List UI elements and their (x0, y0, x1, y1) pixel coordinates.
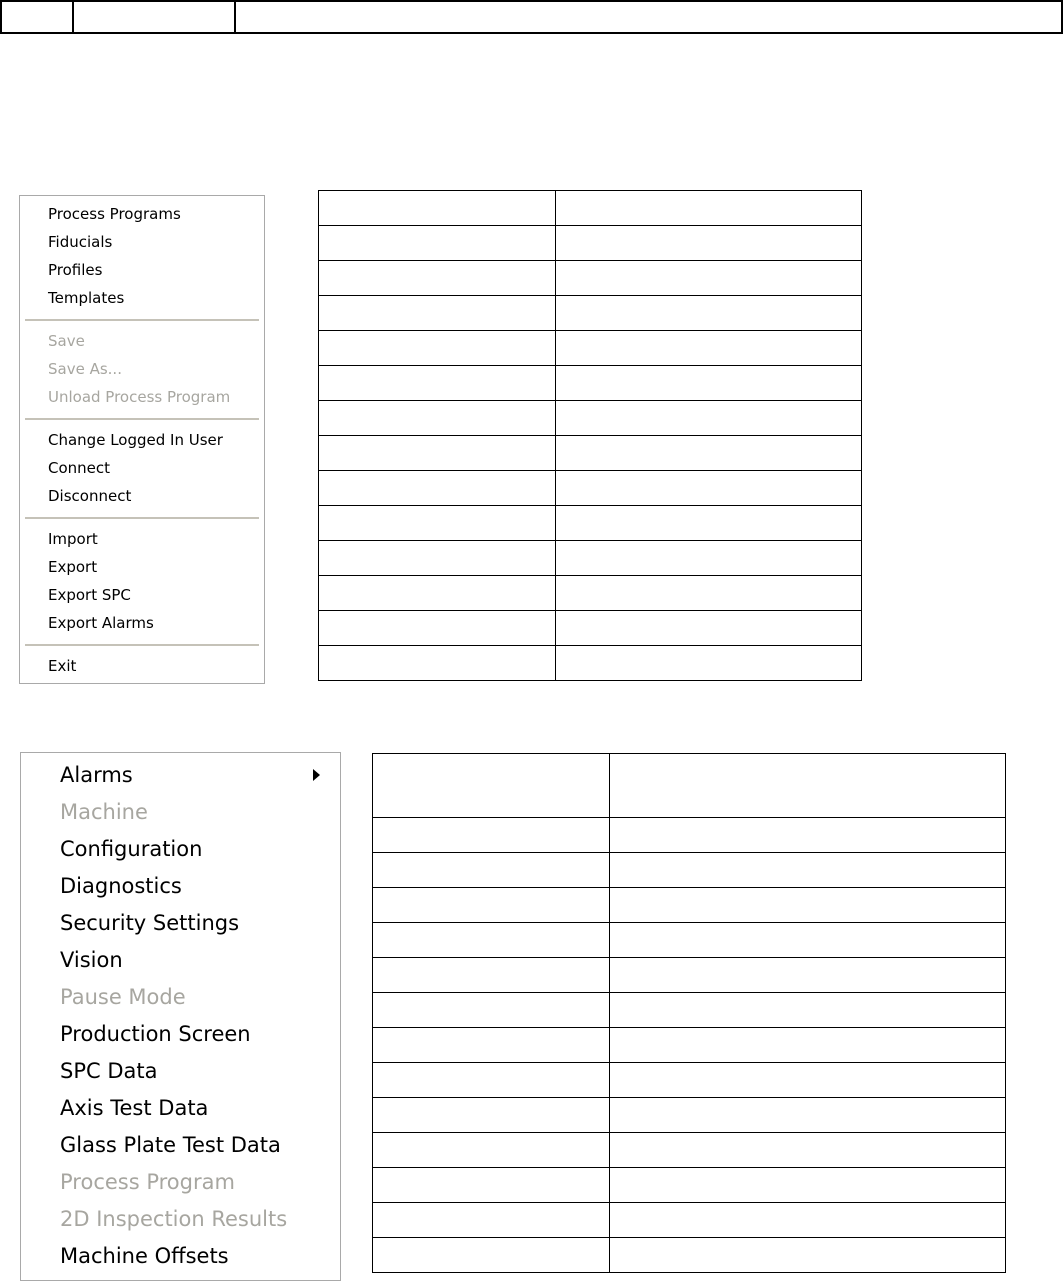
table-row (373, 1203, 1006, 1238)
table-row (319, 436, 862, 471)
table-cell (610, 1168, 1006, 1203)
file-menu-description-table (318, 190, 862, 681)
table-cell (319, 191, 556, 226)
table-row (373, 754, 1006, 818)
menu-item-production-screen[interactable]: Production Screen (60, 1022, 251, 1046)
table-cell (556, 646, 862, 681)
table-row (373, 818, 1006, 853)
table-cell (556, 471, 862, 506)
table-row (373, 1168, 1006, 1203)
table-row (319, 471, 862, 506)
table-cell (373, 993, 610, 1028)
menu-item-security-settings[interactable]: Security Settings (60, 911, 240, 935)
menu-item-profiles[interactable]: Profiles (48, 261, 103, 279)
menu-item-connect[interactable]: Connect (48, 459, 111, 477)
header-table (0, 0, 1063, 34)
table-row (319, 506, 862, 541)
table-cell (610, 853, 1006, 888)
table-row (319, 191, 862, 226)
table-cell (556, 296, 862, 331)
table-cell (373, 1028, 610, 1063)
menu-item-save: Save (48, 332, 85, 350)
table-row (373, 1133, 1006, 1168)
menu-item-machine-offsets[interactable]: Machine Offsets (60, 1244, 229, 1268)
menu-item-templates[interactable]: Templates (48, 289, 125, 307)
table-cell (373, 1238, 610, 1273)
table-cell (610, 818, 1006, 853)
menu-item-import[interactable]: Import (48, 530, 98, 548)
table-cell (610, 754, 1006, 818)
table-cell (373, 1168, 610, 1203)
menu-item-exit[interactable]: Exit (48, 657, 77, 675)
menu-item-spc-data[interactable]: SPC Data (60, 1059, 158, 1083)
table-cell (373, 1098, 610, 1133)
menu-item-pause-mode: Pause Mode (60, 985, 186, 1009)
menu-item-unload-process-program: Unload Process Program (48, 388, 231, 406)
table-row (373, 1063, 1006, 1098)
table-row (319, 366, 862, 401)
table-cell (319, 576, 556, 611)
table-cell (610, 993, 1006, 1028)
menu-item-process-programs[interactable]: Process Programs (48, 205, 181, 223)
table-row (319, 541, 862, 576)
table-row (373, 853, 1006, 888)
view-menu-description-table (372, 753, 1006, 1273)
menu-item-disconnect[interactable]: Disconnect (48, 487, 132, 505)
table-cell (319, 261, 556, 296)
menu-separator (25, 319, 259, 321)
menu-item-vision[interactable]: Vision (60, 948, 123, 972)
table-cell (610, 1238, 1006, 1273)
table-row (319, 576, 862, 611)
menu-item-fiducials[interactable]: Fiducials (48, 233, 113, 251)
menu-item-machine: Machine (60, 800, 148, 824)
menu-item-export-alarms[interactable]: Export Alarms (48, 614, 154, 632)
table-cell (373, 923, 610, 958)
menu-separator (25, 517, 259, 519)
table-cell (610, 1028, 1006, 1063)
table-row (373, 1028, 1006, 1063)
table-cell (373, 754, 610, 818)
menu-item-change-logged-in-user[interactable]: Change Logged In User (48, 431, 223, 449)
table-cell (556, 331, 862, 366)
view-menu (20, 752, 341, 1281)
menu-item-export-spc[interactable]: Export SPC (48, 586, 131, 604)
menu-separator (25, 418, 259, 420)
table-row (373, 993, 1006, 1028)
table-cell (319, 366, 556, 401)
table-cell (319, 611, 556, 646)
table-cell (610, 888, 1006, 923)
table-cell (373, 1063, 610, 1098)
table-cell (319, 471, 556, 506)
menu-item-2d-inspection-results: 2D Inspection Results (60, 1207, 288, 1231)
table-cell (556, 541, 862, 576)
menu-item-configuration[interactable]: Configuration (60, 837, 203, 861)
table-cell (556, 191, 862, 226)
table-cell (556, 366, 862, 401)
menu-item-diagnostics[interactable]: Diagnostics (60, 874, 182, 898)
table-cell (373, 888, 610, 923)
menu-item-alarms[interactable]: Alarms (60, 763, 133, 787)
table-row (319, 261, 862, 296)
table-cell (319, 436, 556, 471)
table-row (319, 296, 862, 331)
table-row (373, 1098, 1006, 1133)
table-cell (373, 853, 610, 888)
table-row (319, 646, 862, 681)
table-cell (610, 1063, 1006, 1098)
table-cell (319, 331, 556, 366)
table-cell (556, 506, 862, 541)
table-cell (610, 1203, 1006, 1238)
table-cell (610, 1133, 1006, 1168)
table-cell (556, 611, 862, 646)
table-row (373, 923, 1006, 958)
table-cell (373, 818, 610, 853)
table-cell (373, 1133, 610, 1168)
table-cell (373, 958, 610, 993)
menu-item-save-as: Save As... (48, 360, 122, 378)
table-cell (319, 401, 556, 436)
table-row (373, 888, 1006, 923)
submenu-arrow-icon (313, 769, 320, 781)
table-row (319, 401, 862, 436)
table-cell (556, 401, 862, 436)
table-row (319, 226, 862, 261)
table-cell (610, 923, 1006, 958)
table-cell (556, 436, 862, 471)
table-row (373, 958, 1006, 993)
table-cell (610, 958, 1006, 993)
menu-item-glass-plate-test-data[interactable]: Glass Plate Test Data (60, 1133, 281, 1157)
table-row (319, 331, 862, 366)
table-cell (319, 506, 556, 541)
menu-separator (25, 644, 259, 646)
table-cell (373, 1203, 610, 1238)
menu-item-export[interactable]: Export (48, 558, 98, 576)
file-menu (19, 195, 265, 684)
table-row (373, 1238, 1006, 1273)
menu-item-axis-test-data[interactable]: Axis Test Data (60, 1096, 209, 1120)
menu-item-process-program: Process Program (60, 1170, 235, 1194)
table-cell (319, 296, 556, 331)
table-cell (556, 261, 862, 296)
table-cell (319, 541, 556, 576)
table-cell (610, 1098, 1006, 1133)
table-cell (319, 226, 556, 261)
table-row (319, 611, 862, 646)
table-cell (556, 226, 862, 261)
table-cell (319, 646, 556, 681)
table-cell (556, 576, 862, 611)
